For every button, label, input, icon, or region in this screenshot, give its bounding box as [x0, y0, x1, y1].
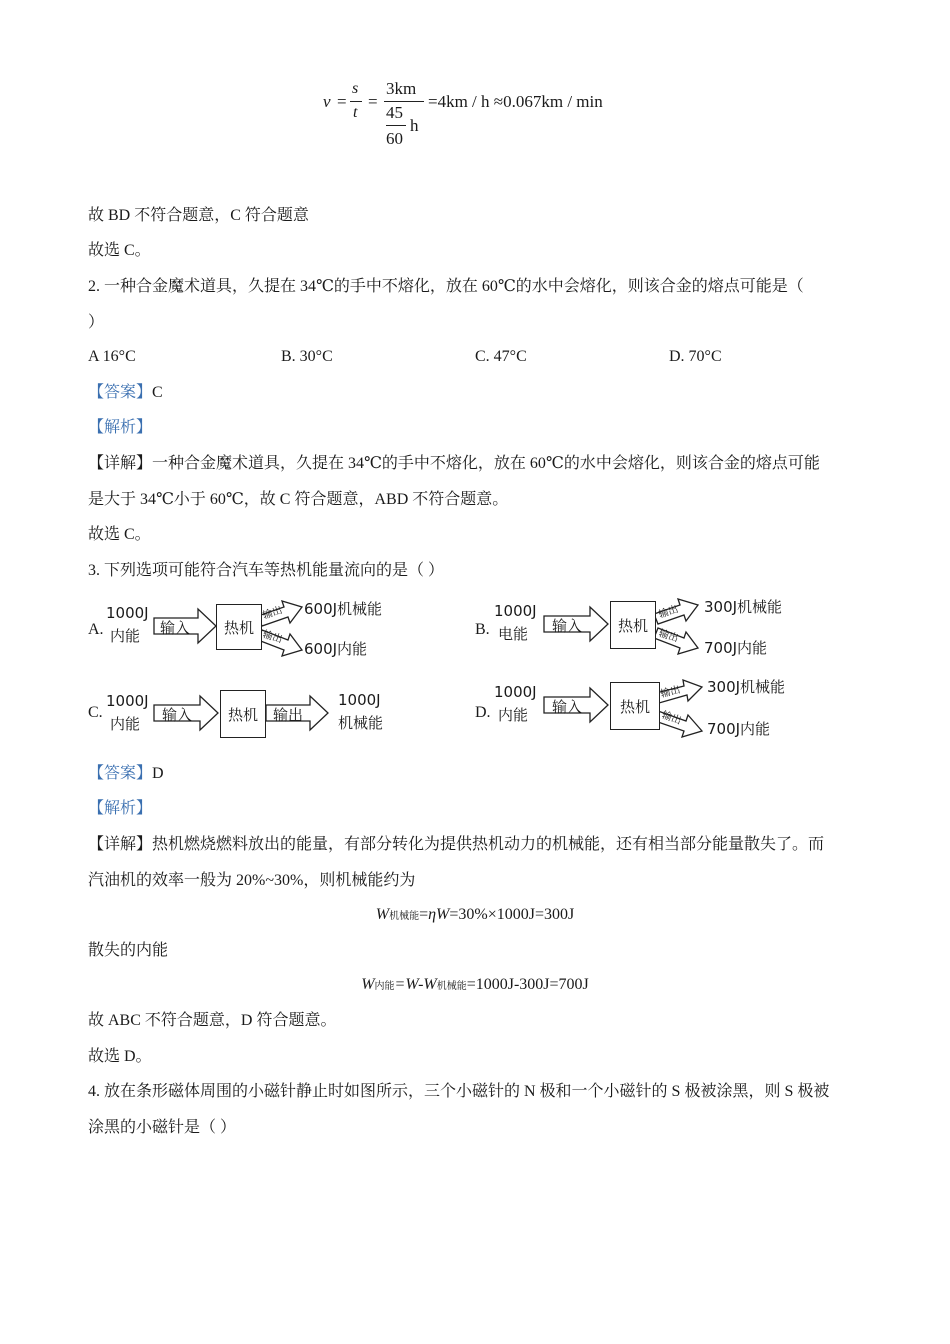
- diagram-a-out1: 600J机械能: [304, 600, 383, 618]
- formula-den-unit: h: [410, 116, 419, 135]
- formula-eq2: =: [368, 92, 378, 111]
- answer-3: [88, 764, 164, 784]
- diagram-a-engine-label: 热机: [223, 618, 254, 637]
- answer-value: C: [152, 384, 163, 401]
- diagram-a-out-label-1: 输出: [261, 605, 284, 622]
- diagram-c-output-label: 输出: [273, 706, 304, 724]
- diagram-d-input-label: 输入: [552, 698, 583, 716]
- formula-den-den: 60: [386, 129, 403, 148]
- diagram-a-input-label: 输入: [160, 619, 191, 637]
- eq2-sub2: 机械能: [436, 981, 467, 992]
- diagram-b-in-amount: 1000J: [494, 602, 537, 620]
- detail-2-line1: [88, 454, 820, 474]
- diagram-b-in-type: 电能: [498, 625, 529, 643]
- formula-v: v: [323, 92, 331, 111]
- diagram-c-out1: 1000J: [338, 691, 381, 709]
- diagram-b-out1: 300J机械能: [704, 598, 783, 616]
- diagram-b-input-label: 输入: [552, 617, 583, 635]
- question-4-line2: 涂黑的小磁针是（ ）: [88, 1119, 237, 1136]
- detail-2-line2: 是大于 34℃小于 60℃，故 C 符合题意，ABD 不符合题意。: [88, 491, 509, 508]
- diagram-b-engine: [610, 601, 656, 649]
- question-2-line1: 2. 一种合金魔术道具，久提在 34℃的手中不熔化，放在 60℃的水中会熔化，则该合金的熔点可能是（: [88, 278, 804, 295]
- diagram-a-in-amount: 1000J: [106, 604, 149, 622]
- choice-q1: 故选 C。: [88, 242, 151, 259]
- diagram-a-letter: A.: [88, 621, 104, 638]
- detail-tag: 【详解】: [88, 836, 153, 853]
- diagram-d-out-label-1: 输出: [659, 684, 682, 701]
- diagram-d-engine: [610, 682, 660, 730]
- detail-3-line2: 汽油机的效率一般为 20%~30%，则机械能约为: [88, 872, 416, 889]
- eq1-sub: 机械能: [389, 911, 420, 922]
- eq1-eq: =: [419, 906, 429, 923]
- diagram-c-engine-label: 热机: [227, 705, 258, 724]
- eq1-rest: =30%×1000J=300J: [449, 906, 575, 923]
- eq1-w: W: [375, 906, 390, 923]
- diagram-d-letter: D.: [475, 704, 491, 721]
- analysis-tag-3: 【解析】: [88, 800, 153, 817]
- diagram-d-out1: 300J机械能: [707, 678, 786, 696]
- diagram-a-out-label-2: 输出: [261, 629, 284, 646]
- eq1-eta: ηW: [428, 906, 450, 923]
- equation-internal-energy: [0, 976, 950, 994]
- diagram-d-out2: 700J内能: [707, 720, 771, 738]
- eq2-rest: =1000J-300J=700J: [466, 976, 589, 993]
- fraction-bar-2: [384, 101, 424, 102]
- answer-tag: 【答案】: [88, 765, 153, 782]
- eq2-w: W: [361, 976, 375, 993]
- answer-2: [88, 383, 163, 403]
- diagram-c-input-label: 输入: [162, 706, 193, 724]
- equation-mechanical-energy: [0, 906, 950, 924]
- diagram-c-letter: C.: [88, 704, 103, 721]
- diagram-d-in-amount: 1000J: [494, 683, 537, 701]
- diagram-c-in-amount: 1000J: [106, 692, 149, 710]
- diagram-a-out2: 600J内能: [304, 640, 368, 658]
- diagram-a-in-type: 内能: [110, 627, 141, 645]
- option-b: B. 30°C: [281, 348, 333, 365]
- diagram-c-in-type: 内能: [110, 715, 141, 733]
- diagram-a-engine: [216, 604, 262, 650]
- choice-q3: 故选 D。: [88, 1048, 152, 1065]
- formula-t: t: [353, 104, 358, 121]
- option-c: C. 47°C: [475, 348, 527, 365]
- fraction-bar-3: [386, 125, 406, 126]
- detail-tag: 【详解】: [88, 455, 153, 472]
- diagram-b-engine-label: 热机: [617, 616, 648, 635]
- diagram-d-out-label-2: 输出: [660, 709, 683, 727]
- eq2-sub1: 内能: [374, 981, 395, 992]
- option-d: D. 70°C: [669, 348, 722, 365]
- diagram-b-out-label-1: 输出: [657, 604, 680, 621]
- diagram-b-out-label-2: 输出: [657, 628, 680, 645]
- fraction-bar-1: [350, 101, 362, 102]
- question-2-line2: ）: [88, 314, 105, 331]
- diagram-d-in-type: 内能: [498, 706, 529, 724]
- choice-q2: 故选 C。: [88, 526, 151, 543]
- formula-rest: =4km / h ≈0.067km / min: [428, 92, 603, 111]
- formula-s: s: [352, 80, 359, 97]
- answer-value: D: [152, 765, 164, 782]
- detail-text: 热机燃烧燃料放出的能量，有部分转化为提供热机动力的机械能，还有相当部分能量散失了。而: [152, 836, 825, 853]
- answer-tag: 【答案】: [88, 384, 153, 401]
- detail-3-line3: 散失的内能: [88, 942, 169, 959]
- conclusion-q1: 故 BD 不符合题意，C 符合题意: [88, 207, 309, 224]
- diagram-c-out2: 机械能: [338, 714, 384, 732]
- detail-text: 一种合金魔术道具，久提在 34℃的手中不熔化，放在 60℃的水中会熔化，则该合金的熔点可能: [152, 455, 820, 472]
- conclusion-q3: 故 ABC 不符合题意，D 符合题意。: [88, 1012, 337, 1029]
- diagram-b-out2: 700J内能: [704, 639, 768, 657]
- detail-3-line1: [88, 835, 824, 855]
- option-a: A 16°C: [88, 348, 136, 365]
- eq2-mid: =W-W: [394, 976, 437, 993]
- formula-num: 3km: [386, 79, 417, 98]
- question-4-line1: 4. 放在条形磁体周围的小磁针静止时如图所示，三个小磁针的 N 极和一个小磁针的 S 极被涂黑，则 S 极被: [88, 1083, 830, 1100]
- diagram-b-letter: B.: [475, 621, 490, 638]
- formula-eq1: =: [337, 92, 347, 111]
- analysis-tag-2: 【解析】: [88, 419, 153, 436]
- diagram-d-engine-label: 热机: [619, 697, 650, 716]
- question-3: 3. 下列选项可能符合汽车等热机能量流向的是（ ）: [88, 562, 445, 579]
- diagram-c-engine: [220, 690, 266, 738]
- formula-den-num: 45: [386, 103, 403, 122]
